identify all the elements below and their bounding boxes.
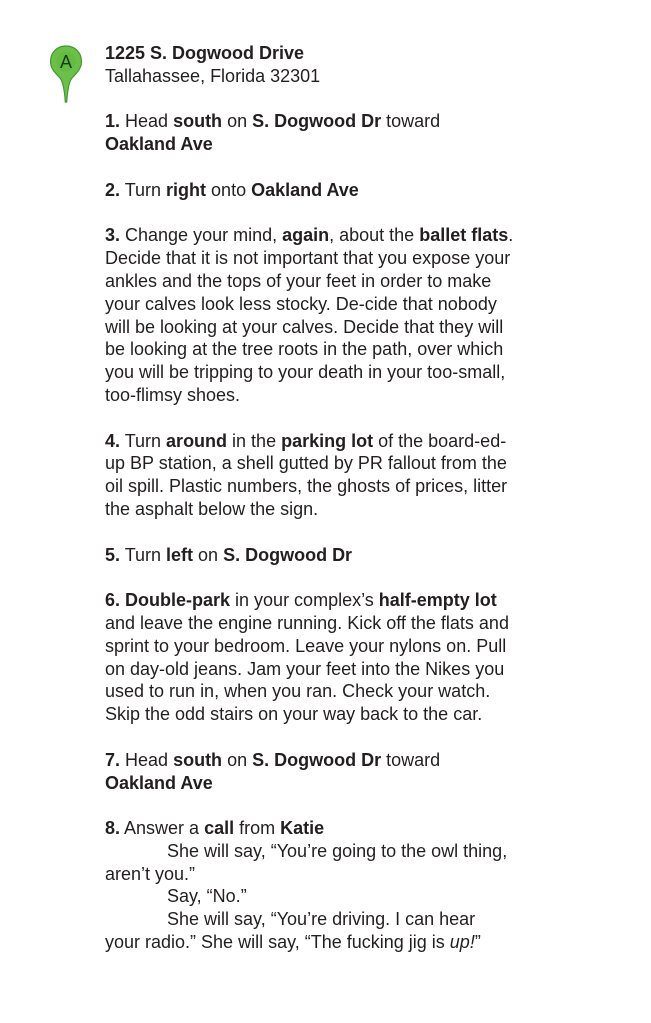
step-text: Head [120,749,174,770]
step-text: , about the [329,225,420,246]
step-number: 1. [105,111,121,132]
direction-step [105,589,515,726]
step-emphasis: S. Dogwood Dr [223,544,353,565]
step-number: 5. [105,544,121,565]
step-number: 3. [105,225,121,246]
dialogue-line [105,908,515,954]
step-text: Head [120,111,174,132]
step-text: in your complex’s [230,590,379,611]
direction-step [105,179,515,202]
step-text: Turn [120,430,167,451]
step-text: and leave the engine running. Kick off the flats and sprint to your bedroom. Leave your nylons on. Pull on day-old jeans. Jam your feet into the Nikes you used to run in, when you ran. Check your watch. Skip the odd stairs on your way back to the car. [105,612,509,725]
step-text: on [193,544,224,565]
step-number: 8. [105,818,121,839]
step-text: in the [227,430,282,451]
step-text: onto [206,179,252,200]
step-text: from [234,818,281,839]
step-emphasis: Oakland Ave [105,134,213,155]
dialogue-italic: up! [449,932,475,953]
step-text: of the board-ed-up BP station, a shell gutted by PR fallout from the oil spill. Plastic numbers, the ghosts of prices, litter the asphalt below the sign. [105,430,508,519]
address-city-state-zip: Tallahassee, Florida 32301 [105,65,321,86]
step-emphasis: right [166,179,207,200]
svg-text:A: A [59,52,73,72]
step-number: 2. [105,179,121,200]
address-street: 1225 S. Dogwood Drive [105,43,305,63]
step-emphasis: ballet flats [419,225,509,246]
step-number: 4. [105,430,121,451]
directions-steps-list [105,110,515,953]
step-emphasis: Oakland Ave [105,772,213,793]
step-emphasis: half-empty lot [378,590,497,611]
direction-step [105,544,515,567]
dialogue-closing-quote: ” [474,932,481,953]
direction-step [105,110,515,156]
dialogue-text: Say, “No.” [167,886,247,907]
step-emphasis: around [166,430,228,451]
step-text: toward [381,749,441,770]
step-emphasis: Oakland Ave [251,179,359,200]
direction-step [105,430,515,521]
dialogue-text: She will say, “You’re going to the owl thing, aren’t you.” [105,840,508,884]
directions-document [105,42,515,977]
step-text: on [222,111,253,132]
step-emphasis: south [173,111,223,132]
step-emphasis: call [204,818,235,839]
step-text: on [222,749,253,770]
step-text: Turn [120,544,167,565]
direction-step [105,224,515,406]
step-text: . Decide that it is not important that you expose your ankles and the tops of your feet in order to make your calves look less stocky. De-cide that nobody will be looking at your calves. Decide that they will be looking at the tree roots in the path, over which you will be tripping to your death in your too-small, too-flimsy shoes. [105,225,514,405]
map-marker-a-icon [49,45,83,103]
step-emphasis: S. Dogwood Dr [252,111,382,132]
step-emphasis: again [282,225,330,246]
step-number: 6. [105,590,121,611]
step-emphasis: parking lot [281,430,374,451]
dialogue-line [105,885,515,908]
start-address [105,42,515,88]
step-emphasis: south [173,749,223,770]
step-text: toward [381,111,441,132]
step-text: Change your mind, [120,225,283,246]
direction-step [105,817,515,954]
dialogue-text: She will say, “You’re driving. I can hear your radio.” She will say, “The fucking jig is [105,909,476,953]
step-number: 7. [105,749,121,770]
step-emphasis: S. Dogwood Dr [252,749,382,770]
step-text: Answer a [120,818,205,839]
step-emphasis: Katie [280,818,325,839]
step-emphasis: Double-park [120,590,231,611]
dialogue-line [105,840,515,886]
direction-step [105,749,515,795]
step-text: Turn [120,179,167,200]
step-emphasis: left [166,544,194,565]
